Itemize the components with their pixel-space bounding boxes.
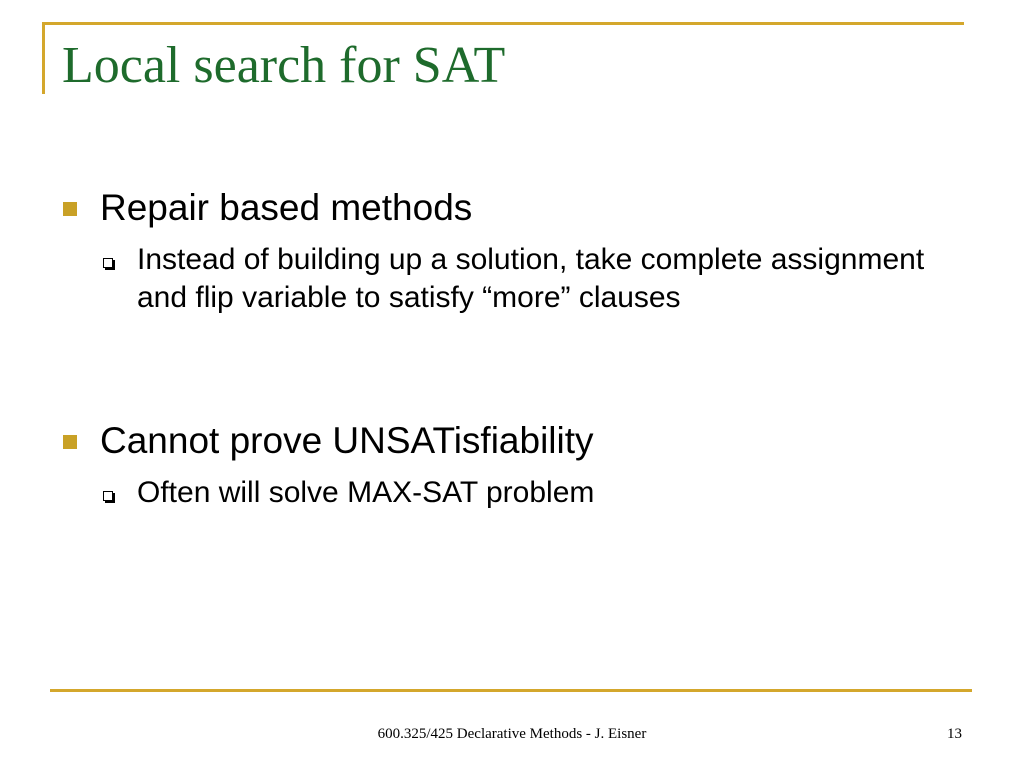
hollow-shadow-square-bullet-icon (103, 258, 113, 268)
filled-square-bullet-icon (63, 435, 77, 449)
hollow-shadow-square-bullet-icon (103, 491, 113, 501)
title-frame-left-rule (42, 22, 45, 94)
footer-rule (50, 689, 972, 692)
page-number: 13 (947, 726, 962, 742)
sub-bullet-text: Instead of building up a solution, take complete assignment and flip variable to satisfy “more” clauses (137, 243, 925, 314)
title-frame-top-rule (42, 22, 964, 25)
sub-bullet-text: Often will solve MAX-SAT problem (137, 476, 595, 509)
filled-square-bullet-icon (63, 202, 77, 216)
slide-title: Local search for SAT (62, 37, 506, 94)
bullet-text: Repair based methods (100, 187, 473, 228)
bullet-text: Cannot prove UNSATisfiability (100, 420, 594, 461)
slide-footer: 600.325/425 Declarative Methods - J. Eisner (377, 726, 647, 742)
